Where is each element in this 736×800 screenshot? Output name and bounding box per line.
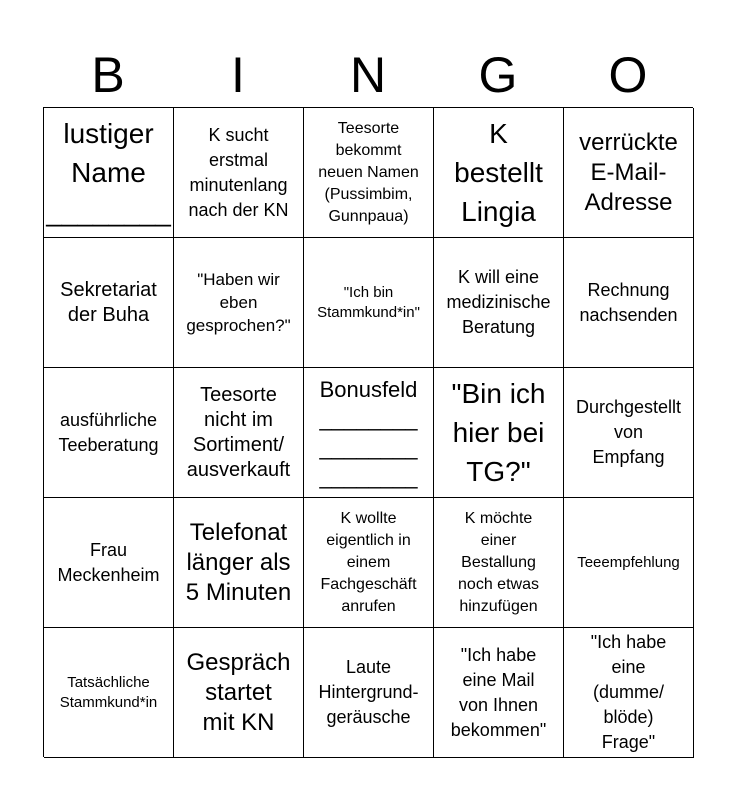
bingo-cell-r3c3[interactable] <box>304 368 434 498</box>
bingo-cell-r2c1[interactable] <box>44 238 174 368</box>
bingo-cell-r4c4[interactable] <box>434 498 564 628</box>
bingo-cell-r3c4[interactable] <box>434 368 564 498</box>
cell-text: Teeempfehlung <box>577 553 680 571</box>
cell-text: K wollte eigentlich in einem Fachgeschäft anrufen <box>320 509 417 615</box>
bingo-header <box>43 44 693 106</box>
bingo-cell-r5c1[interactable] <box>44 628 174 758</box>
bingo-cell-r1c3[interactable] <box>304 108 434 238</box>
bingo-cell-r3c1[interactable] <box>44 368 174 498</box>
header-letter-i: I <box>231 47 245 103</box>
bingo-cell-r2c3[interactable] <box>304 238 434 368</box>
cell-text: K möchte einer Bestallung noch etwas hinzufügen <box>458 509 539 615</box>
cell-text: Tatsächliche Stammkund*in <box>59 673 158 711</box>
bingo-cell-r4c2[interactable] <box>174 498 304 628</box>
bingo-cell-r1c5[interactable] <box>564 108 694 238</box>
bingo-cell-r2c2[interactable] <box>174 238 304 368</box>
cell-text: Telefonat länger als 5 Minuten <box>185 518 292 606</box>
cell-text: K bestellt Lingia <box>454 118 543 227</box>
bingo-cell-r1c1[interactable] <box>44 108 174 238</box>
bingo-cell-r2c4[interactable] <box>434 238 564 368</box>
cell-text: Frau Meckenheim <box>57 539 160 585</box>
bingo-cell-r3c5[interactable] <box>564 368 694 498</box>
bingo-cell-r5c5[interactable] <box>564 628 694 758</box>
bingo-grid <box>43 107 693 757</box>
cell-text: "Haben wir eben gesprochen?" <box>186 270 291 335</box>
cell-text: Rechnung nachsenden <box>579 279 678 325</box>
header-letter-o: O <box>608 47 648 103</box>
header-letter-g: G <box>478 47 518 103</box>
bingo-cell-r3c2[interactable] <box>174 368 304 498</box>
header-letter-n: N <box>349 47 387 103</box>
cell-text: Durchgestellt von Empfang <box>575 397 682 467</box>
cell-text: Teesorte bekommt neuen Namen (Pussimbim, Gunnpaua) <box>318 119 419 225</box>
cell-text: "Ich habe eine (dumme/ blöde) Frage" <box>590 632 667 752</box>
cell-text: "Ich habe eine Mail von Ihnen bekommen" <box>450 644 547 740</box>
bingo-cell-r1c4[interactable] <box>434 108 564 238</box>
cell-text: K will eine medizinische Beratung <box>446 267 551 337</box>
cell-text: Laute Hintergrund- geräusche <box>318 657 419 727</box>
cell-text: Gespräch startet mit KN <box>186 648 291 736</box>
cell-text: verrückte E-Mail- Adresse <box>579 128 678 216</box>
bingo-cell-r5c3[interactable] <box>304 628 434 758</box>
header-letter-b: B <box>91 47 125 103</box>
cell-text: Teesorte nicht im Sortiment/ ausverkauft <box>186 383 291 481</box>
cell-text: "Ich bin Stammkund*in" <box>317 283 420 321</box>
cell-text: "Bin ich hier bei TG?" <box>451 378 546 487</box>
bingo-cell-r5c2[interactable] <box>174 628 304 758</box>
bingo-cell-r2c5[interactable] <box>564 238 694 368</box>
cell-text: Sekretariat der Buha <box>60 278 157 326</box>
bingo-cell-r4c5[interactable] <box>564 498 694 628</box>
cell-text: Bonusfeld ________ ________ ________ <box>319 376 418 489</box>
cell-text: K sucht erstmal minutenlang nach der KN <box>188 124 289 220</box>
bingo-cell-r4c1[interactable] <box>44 498 174 628</box>
bingo-cell-r1c2[interactable] <box>174 108 304 238</box>
cell-text: ausführliche Teeberatung <box>58 409 159 455</box>
cell-text: lustiger Name ________ <box>46 118 171 227</box>
bingo-cell-r5c4[interactable] <box>434 628 564 758</box>
bingo-cell-r4c3[interactable] <box>304 498 434 628</box>
